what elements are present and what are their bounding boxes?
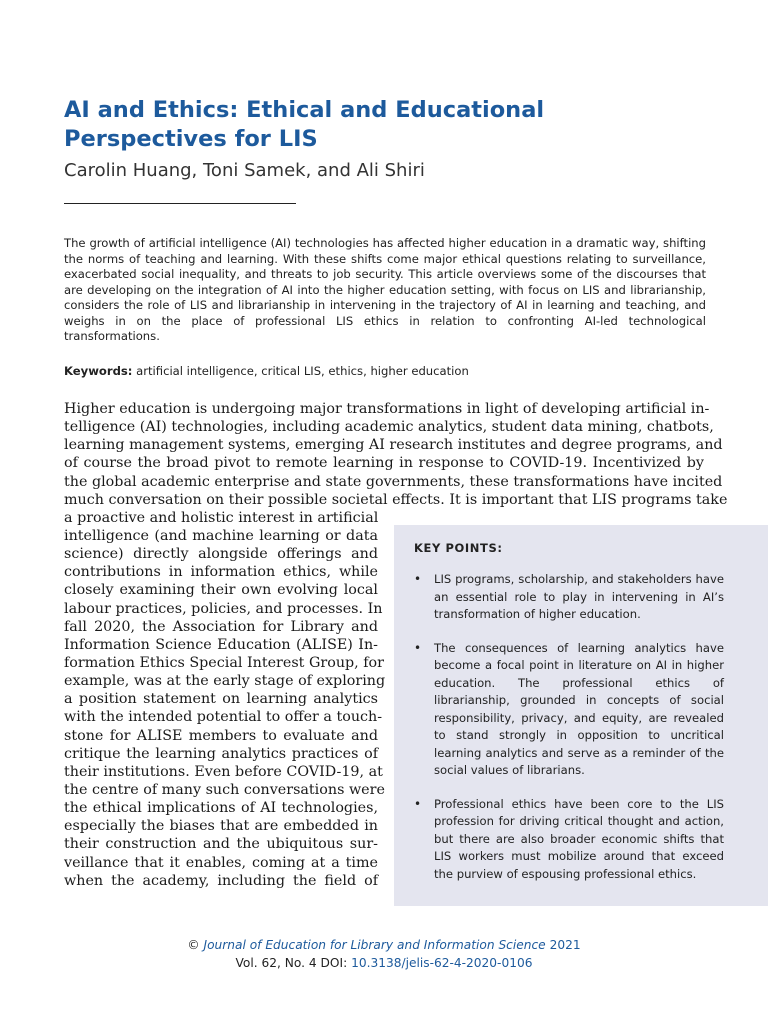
- keywords: [64, 364, 704, 378]
- body-line: of course the broad pivot to remote learning in response to COVID-19. Incentivized by: [64, 455, 704, 472]
- body-line: example, was at the early stage of exploring: [64, 673, 386, 690]
- body-line: Information Science Education (ALISE) In-: [64, 636, 378, 653]
- keywords-label: Keywords:: [64, 364, 133, 378]
- body-line: critique the learning analytics practices of: [64, 745, 378, 762]
- key-point: [414, 571, 724, 624]
- key-point: [414, 640, 724, 780]
- key-points-title: KEY POINTS:: [414, 541, 503, 555]
- title-divider: [64, 203, 296, 204]
- body-line: stone for ALISE members to evaluate and: [64, 727, 378, 744]
- body-line: closely examining their own evolving local: [64, 582, 378, 599]
- body-line: science) directly alongside offerings and: [64, 546, 378, 563]
- journal-link[interactable]: Journal of Education for Library and Information Science: [203, 938, 546, 952]
- body-line: labour practices, policies, and processes. In: [64, 600, 383, 617]
- copyright-symbol: ©: [187, 938, 200, 952]
- body-line: learning management systems, emerging AI research institutes and degree programs, and: [64, 437, 723, 454]
- key-point: [414, 796, 724, 884]
- body-line: intelligence (and machine learning or data: [64, 527, 378, 544]
- body-line: contributions in information ethics, while: [64, 564, 378, 581]
- bullet-icon: •: [414, 640, 422, 655]
- body-line: the ethical implications of AI technologies,: [64, 800, 378, 817]
- citation-line: [0, 936, 768, 954]
- bullet-icon: •: [414, 796, 422, 811]
- body-line: veillance that it enables, coming at a time: [64, 854, 378, 871]
- body-line: Higher education is undergoing major transformations in light of developing artificial in-: [64, 401, 710, 417]
- body-line: especially the biases that are embedded in: [64, 818, 378, 835]
- body-line: much conversation on their possible societal effects. It is important that LIS programs take: [64, 491, 728, 508]
- body-line: telligence (AI) technologies, including academic analytics, student data mining, chatbots,: [64, 419, 714, 436]
- bullet-icon: •: [414, 572, 422, 586]
- body-line: when the academy, including the field of: [64, 872, 378, 889]
- author-list: Carolin Huang, Toni Samek, and Ali Shiri: [64, 160, 425, 181]
- abstract: The growth of artificial intelligence (AI) technologies has affected higher education in a dramatic way, shifting the norms of teaching and learning. With these shifts come major ethical questions relating to surveillance, exacerbated social inequality, and threats to job security. This article overviews some of the discourses that are developing on the integration of AI into the higher education setting, with focus on LIS and librarianship, considers the role of LIS and librarianship in intervening in the trajectory of AI in learning and teaching, and weighs in on the place of professional LIS ethics in relation to confronting AI-led technological transformations.: [64, 236, 706, 343]
- body-line: fall 2020, the Association for Library and: [64, 618, 378, 635]
- body-line: the global academic enterprise and state governments, these transformations have incited: [64, 473, 723, 490]
- volume-info: Vol. 62, No. 4 DOI:: [235, 956, 348, 970]
- publication-year: 2021: [549, 938, 581, 952]
- doi-line: [0, 954, 768, 972]
- footer: [0, 936, 768, 972]
- key-points-box: [394, 525, 768, 906]
- body-line: the centre of many such conversations were: [64, 781, 385, 798]
- key-point-text: LIS programs, scholarship, and stakeholders have an essential role to play in intervening in AI’s transformation of higher education.: [434, 572, 724, 621]
- key-points-list: [414, 571, 724, 883]
- body-line: with the intended potential to offer a touch-: [64, 709, 383, 726]
- doi-link[interactable]: 10.3138/jelis-62-4-2020-0106: [351, 956, 533, 970]
- key-point-text: Professional ethics have been core to the LIS profession for driving critical thought and action, but there are also broader economic shifts that LIS workers must mobilize around that exceed the purview of espousing professional ethics.: [434, 796, 724, 881]
- body-line: their institutions. Even before COVID-19, at: [64, 763, 383, 780]
- keywords-value: artificial intelligence, critical LIS, ethics, higher education: [136, 364, 469, 378]
- article-title: AI and Ethics: Ethical and Educational Perspectives for LIS: [64, 97, 545, 152]
- body-line: formation Ethics Special Interest Group, for: [64, 654, 384, 671]
- body-line: their construction and the ubiquitous sur-: [64, 836, 378, 853]
- body-line: a position statement on learning analytics: [64, 691, 378, 708]
- body-line: a proactive and holistic interest in artificial: [64, 509, 379, 526]
- key-point-text: The consequences of learning analytics have become a focal point in literature on AI in higher education. The professional ethics of librarianship, grounded in concepts of social responsibility, privacy, and equity, are revealed to stand strongly in opposition to uncritical learning analytics and serve as a reminder of the social values of librarians.: [434, 640, 724, 777]
